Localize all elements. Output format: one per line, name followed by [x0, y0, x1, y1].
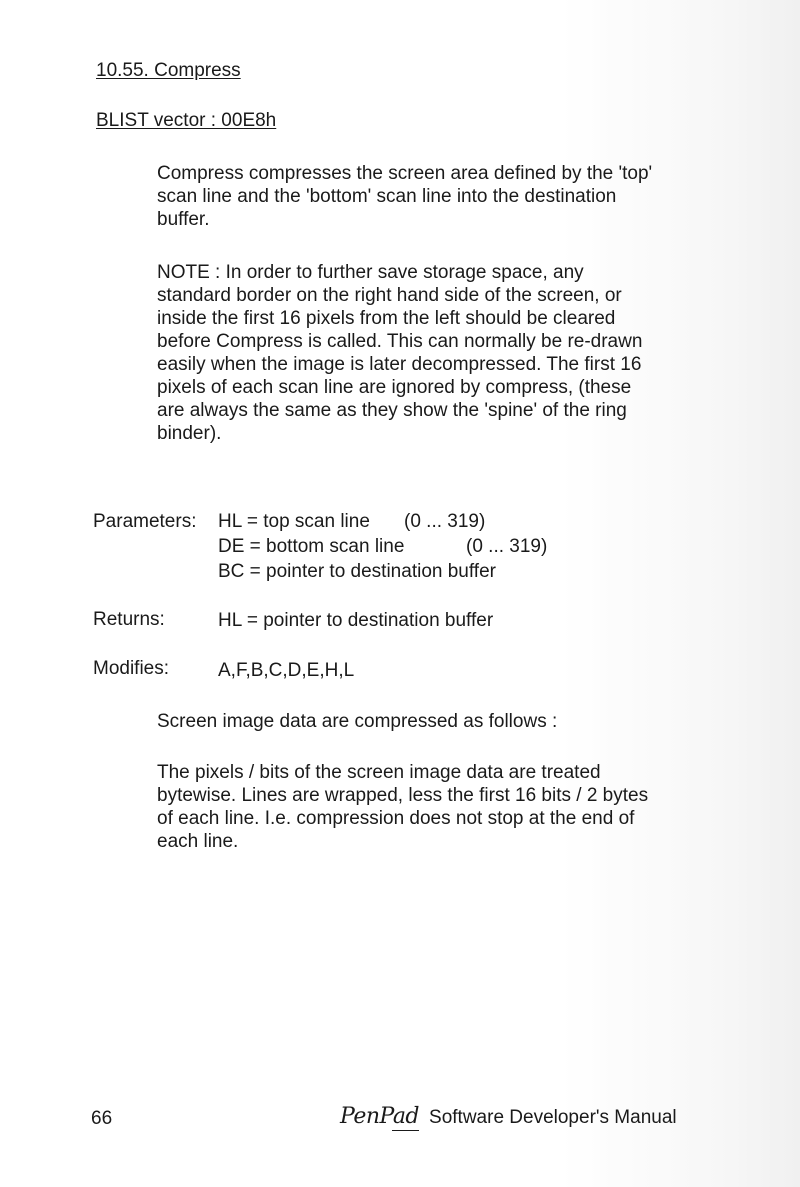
section-title: 10.55. Compress [96, 60, 241, 81]
note-line: pixels of each scan line are ignored by compress, (these [157, 377, 632, 398]
parameters-label: Parameters: [93, 511, 197, 532]
compression-line: bytewise. Lines are wrapped, less the first 16 bits / 2 bytes [157, 785, 649, 806]
compression-line: of each line. I.e. compression does not stop at the end of [157, 808, 635, 829]
compression-intro-line: Screen image data are compressed as follows : [157, 711, 558, 732]
penpad-logo [340, 1104, 419, 1129]
parameter-hl: HL = top scan line [218, 511, 370, 532]
manual-title: Software Developer's Manual [429, 1107, 677, 1128]
returns-label: Returns: [93, 609, 165, 630]
note-line: are always the same as they show the 'spine' of the ring [157, 400, 627, 421]
intro-paragraph [157, 162, 737, 231]
compression-line: The pixels / bits of the screen image data are treated [157, 762, 601, 783]
intro-line: Compress compresses the screen area defined by the 'top' [157, 163, 653, 184]
penpad-logo-text: PenPad [340, 1104, 420, 1129]
modifies-label: Modifies: [93, 658, 170, 679]
returns-value: HL = pointer to destination buffer [218, 610, 494, 631]
logo-underline [392, 1130, 419, 1132]
note-line: easily when the image is later decompressed. The first 16 [157, 354, 642, 375]
compression-intro [157, 710, 737, 733]
parameter-de: DE = bottom scan line [218, 536, 405, 557]
note-line: before Compress is called. This can normally be re-drawn [157, 331, 643, 352]
compression-paragraph [157, 761, 737, 853]
intro-line: buffer. [157, 209, 210, 230]
parameter-hl-range: (0 ... 319) [404, 511, 486, 532]
page-number: 66 [91, 1108, 113, 1129]
compression-line: each line. [157, 831, 239, 852]
note-line: NOTE : In order to further save storage space, any [157, 262, 584, 283]
intro-line: scan line and the 'bottom' scan line into the destination [157, 186, 617, 207]
modifies-value: A,F,B,C,D,E,H,L [218, 660, 355, 681]
footer-brand [340, 1104, 677, 1129]
parameter-de-range: (0 ... 319) [466, 536, 548, 557]
note-line: binder). [157, 423, 222, 444]
parameter-bc: BC = pointer to destination buffer [218, 561, 496, 582]
note-line: inside the first 16 pixels from the left should be cleared [157, 308, 616, 329]
vector-line: BLIST vector : 00E8h [96, 110, 277, 131]
note-line: standard border on the right hand side of the screen, or [157, 285, 622, 306]
note-paragraph [157, 261, 737, 445]
